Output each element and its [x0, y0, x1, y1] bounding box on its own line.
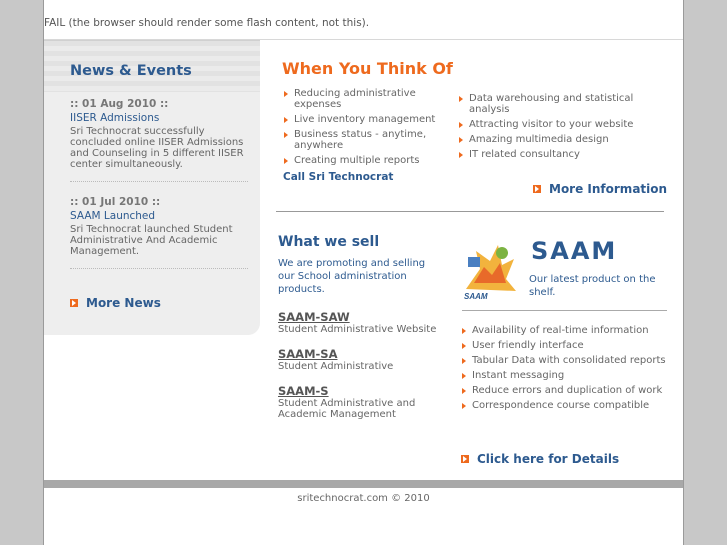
product-item — [278, 310, 448, 335]
think-of-title: When You Think Of — [282, 59, 453, 78]
footer-copyright: sritechnocrat.com © 2010 — [297, 493, 430, 504]
product-link-saam-sa[interactable]: SAAM-SA — [278, 347, 338, 361]
product-desc: Student Administrative Website — [278, 324, 437, 335]
news-divider — [70, 181, 248, 182]
saam-logo: SAAM — [531, 237, 618, 265]
flash-fallback-text: FAIL (the browser should render some flash content, not this). — [44, 17, 370, 29]
news-divider — [70, 268, 248, 269]
product-link-saam-saw[interactable]: SAAM-SAW — [278, 310, 350, 324]
list-item: Creating multiple reports — [284, 155, 444, 166]
news-item — [70, 98, 248, 170]
product-desc: Student Administrative — [278, 361, 394, 372]
news-link-saam[interactable]: SAAM Launched — [70, 210, 156, 222]
list-item: Amazing multimedia design — [459, 134, 649, 145]
news-link-iiser[interactable]: IISER Admissions — [70, 112, 160, 124]
arrow-box-icon — [70, 299, 78, 307]
list-item: Attracting visitor to your website — [459, 119, 649, 130]
news-sidebar — [44, 40, 260, 335]
page-container — [44, 0, 683, 545]
footer-bar — [44, 480, 683, 488]
section-divider — [276, 211, 664, 212]
product-link-saam-s[interactable]: SAAM-S — [278, 384, 329, 398]
more-information-link[interactable] — [533, 182, 667, 196]
list-item: User friendly interface — [462, 340, 667, 351]
product-item — [278, 347, 448, 372]
list-item: Live inventory management — [284, 114, 444, 125]
product-item — [278, 384, 448, 420]
more-news-label: More News — [86, 296, 161, 310]
news-events-title: News & Events — [70, 63, 192, 79]
list-item: Data warehousing and statistical analysis — [459, 93, 649, 115]
news-date: :: 01 Aug 2010 :: — [70, 98, 169, 110]
list-item: Instant messaging — [462, 370, 667, 381]
list-item: IT related consultancy — [459, 149, 649, 160]
click-here-details-link[interactable] — [461, 452, 619, 466]
list-item: Tabular Data with consolidated reports — [462, 355, 667, 366]
list-item: Reducing administrative expenses — [284, 88, 444, 110]
news-text: Sri Technocrat launched Student Administrative And Academic Management. — [70, 224, 233, 257]
details-label: Click here for Details — [477, 452, 620, 466]
list-item: Correspondence course compatible — [462, 400, 667, 411]
arrow-box-icon — [533, 185, 541, 193]
more-information-label: More Information — [549, 182, 668, 196]
news-item — [70, 196, 248, 257]
saam-divider — [462, 310, 667, 311]
news-text: Sri Technocrat successfully concluded online IISER Admissions and Counseling in 5 different IISER center simultaneously. — [70, 126, 244, 170]
arrow-box-icon — [461, 455, 469, 463]
saam-image-caption: SAAM — [464, 292, 488, 301]
list-item: Availability of real-time information — [462, 325, 667, 336]
sell-intro-text: We are promoting and selling our School administration products. — [278, 258, 426, 295]
product-desc: Student Administrative and Academic Management — [278, 398, 416, 420]
saam-product-image[interactable] — [462, 239, 518, 301]
saam-feature-list — [462, 325, 667, 415]
list-item: Reduce errors and duplication of work — [462, 385, 667, 396]
more-news-link[interactable] — [70, 296, 161, 310]
news-date: :: 01 Jul 2010 :: — [70, 196, 161, 208]
saam-tagline: Our latest product on the shelf. — [529, 274, 656, 298]
call-sri-technocrat-link[interactable]: Call Sri Technocrat — [283, 171, 394, 183]
services-list-left — [284, 88, 444, 170]
services-list-right — [459, 93, 649, 164]
what-we-sell-title: What we sell — [278, 234, 380, 250]
list-item: Business status - anytime, anywhere — [284, 129, 444, 151]
